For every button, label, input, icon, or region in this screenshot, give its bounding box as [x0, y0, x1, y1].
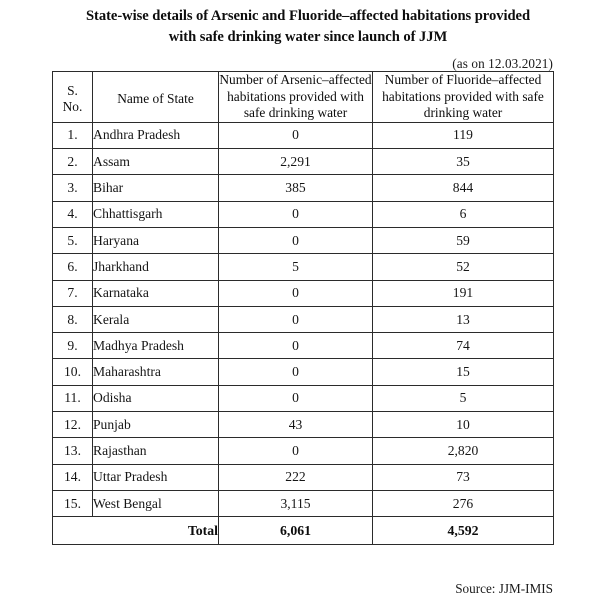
table-header-row — [53, 72, 554, 123]
cell-arsenic-value: 2,291 — [219, 149, 373, 175]
cell-state-name: Karnataka — [93, 280, 219, 306]
habitations-table-container — [52, 71, 553, 545]
cell-fluoride-value: 5 — [373, 385, 554, 411]
cell-arsenic-value: 0 — [219, 333, 373, 359]
cell-serial-number: 15. — [53, 490, 93, 516]
total-fluoride-value: 4,592 — [373, 517, 554, 545]
page-title-line-2: with safe drinking water since launch of JJM — [168, 29, 448, 45]
cell-state-name: Assam — [93, 149, 219, 175]
cell-fluoride-value: 52 — [373, 254, 554, 280]
cell-serial-number: 7. — [53, 280, 93, 306]
cell-serial-number: 9. — [53, 333, 93, 359]
table-row — [53, 490, 554, 516]
cell-serial-number: 5. — [53, 227, 93, 253]
cell-state-name: Bihar — [93, 175, 219, 201]
cell-state-name: Jharkhand — [93, 254, 219, 280]
source-note: Source: JJM-IMIS — [455, 581, 553, 596]
cell-fluoride-value: 15 — [373, 359, 554, 385]
cell-state-name: Madhya Pradesh — [93, 333, 219, 359]
cell-fluoride-value: 10 — [373, 412, 554, 438]
cell-state-name: Kerala — [93, 306, 219, 332]
cell-state-name: Haryana — [93, 227, 219, 253]
cell-arsenic-value: 5 — [219, 254, 373, 280]
total-label: Total — [53, 517, 219, 545]
cell-fluoride-value: 35 — [373, 149, 554, 175]
as-on-date-note: (as on 12.03.2021) — [452, 56, 553, 71]
cell-arsenic-value: 0 — [219, 385, 373, 411]
cell-fluoride-value: 13 — [373, 306, 554, 332]
cell-serial-number: 1. — [53, 122, 93, 148]
column-header-fluoride: Number of Fluoride–affected habitations provided with safe drinking water — [373, 72, 554, 123]
table-row — [53, 412, 554, 438]
cell-state-name: Maharashtra — [93, 359, 219, 385]
column-header-serial-number — [53, 72, 93, 123]
cell-serial-number: 4. — [53, 201, 93, 227]
cell-arsenic-value: 0 — [219, 306, 373, 332]
cell-state-name: Uttar Pradesh — [93, 464, 219, 490]
cell-state-name: Rajasthan — [93, 438, 219, 464]
table-row — [53, 175, 554, 201]
cell-serial-number: 8. — [53, 306, 93, 332]
table-row — [53, 254, 554, 280]
table-row — [53, 359, 554, 385]
cell-serial-number: 11. — [53, 385, 93, 411]
cell-fluoride-value: 6 — [373, 201, 554, 227]
column-header-arsenic: Number of Arsenic–affected habitations provided with safe drinking water — [219, 72, 373, 123]
cell-arsenic-value: 0 — [219, 280, 373, 306]
cell-arsenic-value: 0 — [219, 122, 373, 148]
cell-arsenic-value: 0 — [219, 201, 373, 227]
cell-arsenic-value: 0 — [219, 438, 373, 464]
cell-serial-number: 6. — [53, 254, 93, 280]
table-row — [53, 280, 554, 306]
column-header-state-name: Name of State — [93, 72, 219, 123]
cell-state-name: Punjab — [93, 412, 219, 438]
cell-fluoride-value: 74 — [373, 333, 554, 359]
cell-fluoride-value: 191 — [373, 280, 554, 306]
cell-serial-number: 3. — [53, 175, 93, 201]
page-title — [52, 6, 564, 48]
cell-serial-number: 14. — [53, 464, 93, 490]
table-body — [53, 122, 554, 544]
table-row — [53, 149, 554, 175]
cell-fluoride-value: 276 — [373, 490, 554, 516]
table-row — [53, 122, 554, 148]
cell-serial-number: 12. — [53, 412, 93, 438]
column-header-serial-line-1: S. — [67, 82, 78, 98]
column-header-serial-line-2: No. — [62, 99, 83, 115]
cell-arsenic-value: 3,115 — [219, 490, 373, 516]
table-row — [53, 385, 554, 411]
table-row — [53, 464, 554, 490]
cell-fluoride-value: 59 — [373, 227, 554, 253]
cell-serial-number: 13. — [53, 438, 93, 464]
cell-arsenic-value: 385 — [219, 175, 373, 201]
table-row — [53, 201, 554, 227]
habitations-table — [52, 71, 554, 545]
table-row — [53, 438, 554, 464]
table-row — [53, 227, 554, 253]
table-row — [53, 306, 554, 332]
cell-state-name: Odisha — [93, 385, 219, 411]
cell-arsenic-value: 222 — [219, 464, 373, 490]
total-arsenic-value: 6,061 — [219, 517, 373, 545]
cell-serial-number: 2. — [53, 149, 93, 175]
cell-arsenic-value: 0 — [219, 227, 373, 253]
cell-fluoride-value: 2,820 — [373, 438, 554, 464]
table-row — [53, 333, 554, 359]
cell-fluoride-value: 119 — [373, 122, 554, 148]
cell-state-name: Chhattisgarh — [93, 201, 219, 227]
table-header — [53, 72, 554, 123]
cell-fluoride-value: 844 — [373, 175, 554, 201]
cell-arsenic-value: 43 — [219, 412, 373, 438]
cell-state-name: Andhra Pradesh — [93, 122, 219, 148]
cell-fluoride-value: 73 — [373, 464, 554, 490]
cell-state-name: West Bengal — [93, 490, 219, 516]
table-total-row — [53, 517, 554, 545]
cell-serial-number: 10. — [53, 359, 93, 385]
page-title-line-1: State-wise details of Arsenic and Fluoride–affected habitations provided — [85, 8, 531, 24]
cell-arsenic-value: 0 — [219, 359, 373, 385]
